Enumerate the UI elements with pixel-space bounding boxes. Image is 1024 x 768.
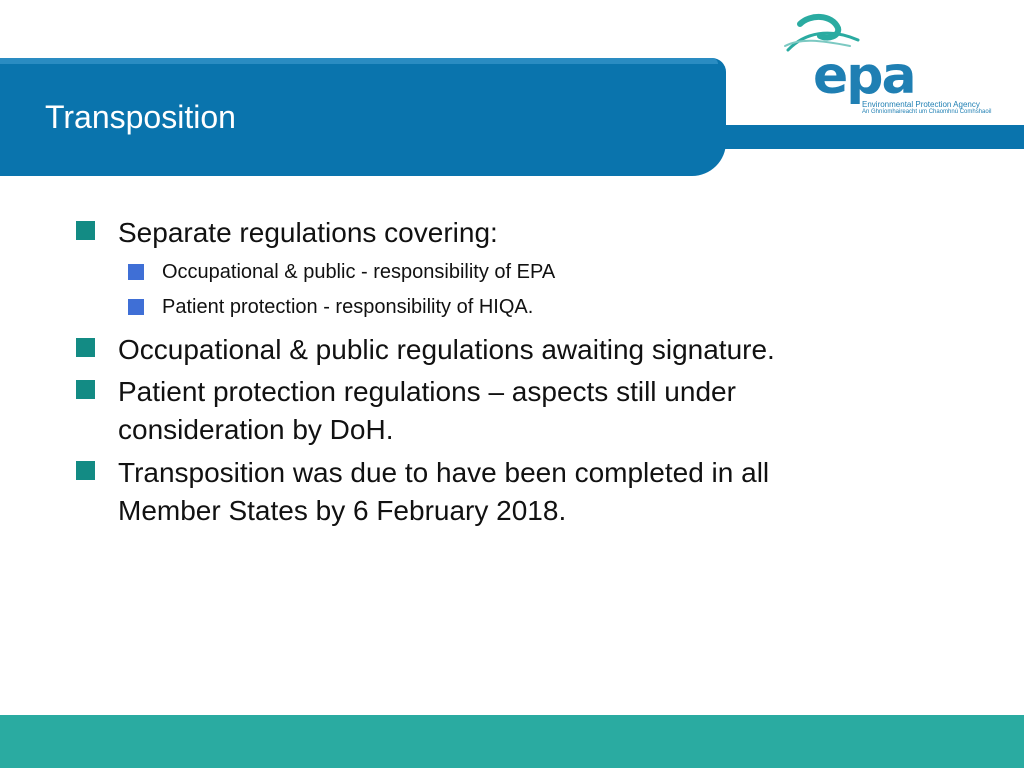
- slide-title: Transposition: [45, 99, 236, 135]
- bullet-square-icon: [76, 380, 95, 399]
- epa-wordmark: epa: [813, 46, 915, 106]
- bullet-square-icon: [76, 338, 95, 357]
- sub-bullet-text: Patient protection - responsibility of HIQA.: [162, 296, 534, 318]
- logo-agency-name-irish: An Ghníomhaireacht um Chaomhnú Comhshaoil: [862, 109, 992, 115]
- logo-agency-name: Environmental Protection Agency: [862, 100, 980, 109]
- sub-bullet-text: Occupational & public - responsibility of EPA: [162, 261, 556, 283]
- bullet-square-icon: [76, 221, 95, 240]
- bullet-text: Occupational & public regulations awaiting signature.: [118, 334, 775, 365]
- bullet-square-icon: [76, 461, 95, 480]
- footer-band: [0, 715, 1024, 768]
- sub-bullet-square-icon: [128, 299, 144, 315]
- sub-bullet-square-icon: [128, 264, 144, 280]
- bullet-text: Transposition was due to have been completed in all Member States by 6 February 2018.: [118, 457, 770, 526]
- bullet-text: Patient protection regulations – aspects still under consideration by DoH.: [118, 376, 736, 445]
- bullet-text: Separate regulations covering:: [118, 217, 498, 248]
